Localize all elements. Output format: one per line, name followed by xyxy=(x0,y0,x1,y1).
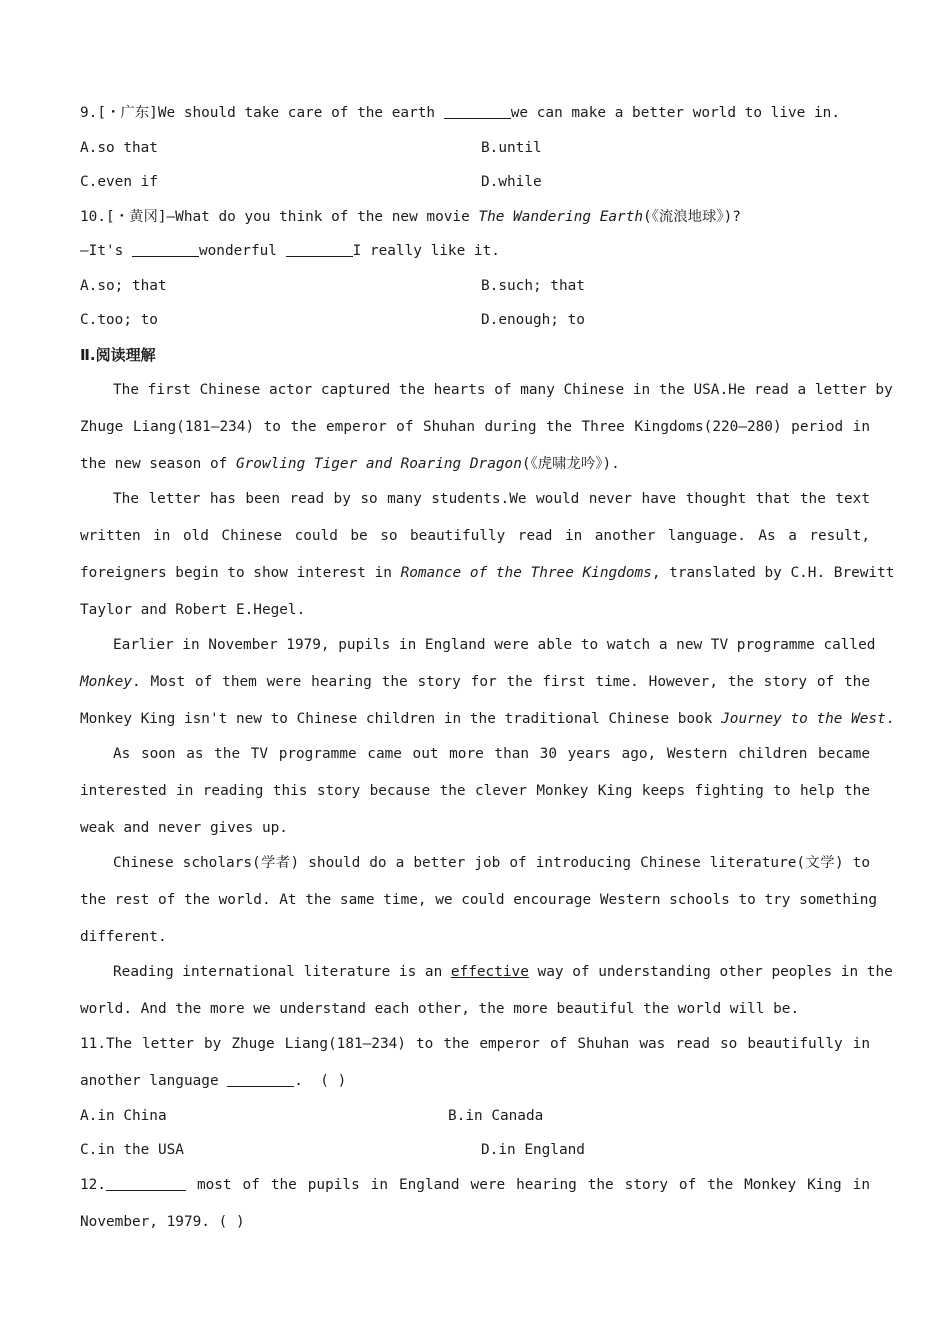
stem-text: another language xyxy=(80,1073,228,1089)
stem-text: . xyxy=(294,1073,303,1089)
answer-blank[interactable] xyxy=(132,241,199,257)
option-c[interactable]: C.even if xyxy=(80,174,158,190)
question-number: 12. xyxy=(80,1177,106,1193)
question-10-options-row1 xyxy=(80,276,870,296)
option-a[interactable]: A.in China xyxy=(80,1108,167,1124)
stem-text: we can make a better world to live in. xyxy=(510,105,840,121)
passage-line xyxy=(113,962,893,982)
question-12-stem xyxy=(80,1175,870,1195)
passage-line: weak and never gives up. xyxy=(80,820,288,836)
question-9-options-row2 xyxy=(80,172,870,192)
passage-line: The letter has been read by so many students.We would never have thought that the text xyxy=(113,491,870,507)
answer-blank[interactable] xyxy=(227,1071,294,1087)
movie-title-cn: (《流浪地球》)? xyxy=(643,209,741,225)
answer-blank[interactable] xyxy=(444,103,511,119)
question-11-stem: 11.The letter by Zhuge Liang(181—234) to the emperor of Shuhan was read so beautifully in xyxy=(80,1036,870,1052)
passage-line: Chinese scholars(学者) should do a better job of introducing Chinese literature(文学) to xyxy=(113,855,870,871)
passage-text: Monkey King isn't new to Chinese children in the traditional Chinese book xyxy=(80,711,722,727)
question-11-options-row1 xyxy=(80,1106,870,1126)
passage-line: world. And the more we understand each other, the more beautiful the world will be. xyxy=(80,1001,800,1017)
underlined-word: effective xyxy=(450,964,529,980)
option-b[interactable]: B.in Canada xyxy=(448,1108,544,1124)
question-11-options-row2 xyxy=(80,1140,870,1160)
work-title: Journey to the West xyxy=(721,711,886,727)
question-10-stem xyxy=(80,207,870,227)
option-c[interactable]: C.in the USA xyxy=(80,1142,184,1158)
answer-blank[interactable] xyxy=(286,241,353,257)
passage-line: the rest of the world. At the same time, we could encourage Western schools to try something xyxy=(80,892,878,908)
source-tag: [・黄冈] xyxy=(106,209,167,225)
source-tag: [・广东] xyxy=(97,105,158,121)
option-d[interactable]: D.in England xyxy=(481,1142,585,1158)
passage-line: Taylor and Robert E.Hegel. xyxy=(80,602,306,618)
question-10-reply xyxy=(80,241,870,261)
reply-text: I really like it. xyxy=(352,243,500,259)
passage-line xyxy=(80,454,870,474)
passage-text: . Most of them were hearing the story for the first time. However, the story of the xyxy=(131,674,870,690)
answer-parenthesis[interactable]: ( ) xyxy=(320,1073,347,1089)
work-title: Romance of the Three Kingdoms xyxy=(400,565,652,581)
stem-text: —What do you think of the new movie xyxy=(166,209,479,225)
option-c[interactable]: C.too; to xyxy=(80,312,158,328)
option-d[interactable]: D.enough; to xyxy=(481,312,585,328)
passage-line: interested in reading this story because the clever Monkey King keeps fighting to help the xyxy=(80,783,870,799)
passage-line: As soon as the TV programme came out more than 30 years ago, Western children became xyxy=(113,746,870,762)
option-d[interactable]: D.while xyxy=(481,174,542,190)
passage-text: the new season of xyxy=(80,456,236,472)
passage-line xyxy=(80,563,895,583)
work-title: Growling Tiger and Roaring Dragon xyxy=(235,456,522,472)
section-heading: Ⅱ.阅读理解 xyxy=(80,346,156,364)
reply-text: wonderful xyxy=(198,243,286,259)
passage-text: foreigners begin to show interest in xyxy=(80,565,401,581)
passage-text: Reading international literature is an xyxy=(113,964,451,980)
passage-text: , translated by C.H. Brewitt xyxy=(651,565,895,581)
passage-line: Zhuge Liang(181—234) to the emperor of Shuhan during the Three Kingdoms(220—280) period in xyxy=(80,419,870,435)
passage-line xyxy=(80,672,870,692)
answer-blank[interactable] xyxy=(106,1175,186,1191)
question-number: 9. xyxy=(80,105,98,121)
passage-line: Earlier in November 1979, pupils in England were able to watch a new TV programme called xyxy=(113,637,876,653)
passage-text: . xyxy=(885,711,895,727)
reply-text: —It's xyxy=(80,243,132,259)
work-title: Monkey xyxy=(80,674,132,690)
stem-text: most of the pupils in England were hearing the story of the Monkey King in xyxy=(186,1177,870,1193)
question-9-options-row1 xyxy=(80,138,870,158)
option-b[interactable]: B.until xyxy=(481,140,542,156)
question-11-stem-cont xyxy=(80,1071,870,1091)
option-a[interactable]: A.so; that xyxy=(80,278,167,294)
option-a[interactable]: A.so that xyxy=(80,140,158,156)
passage-line: different. xyxy=(80,929,167,945)
question-12-stem-cont xyxy=(80,1212,870,1232)
passage-text: way of understanding other peoples in the xyxy=(528,964,893,980)
question-9-stem xyxy=(80,103,870,123)
passage-line: written in old Chinese could be so beautifully read in another language. As a result, xyxy=(80,528,870,544)
answer-parenthesis[interactable]: ( ) xyxy=(218,1214,245,1230)
stem-text: We should take care of the earth xyxy=(157,105,444,121)
question-10-options-row2 xyxy=(80,310,870,330)
movie-title: The Wandering Earth xyxy=(478,209,644,225)
passage-line: The first Chinese actor captured the hearts of many Chinese in the USA.He read a letter by xyxy=(113,382,893,398)
passage-line xyxy=(80,709,895,729)
question-number: 10. xyxy=(80,209,106,225)
option-b[interactable]: B.such; that xyxy=(481,278,585,294)
passage-text: (《虎啸龙吟》). xyxy=(521,456,620,472)
stem-text: November, 1979. xyxy=(80,1214,219,1230)
